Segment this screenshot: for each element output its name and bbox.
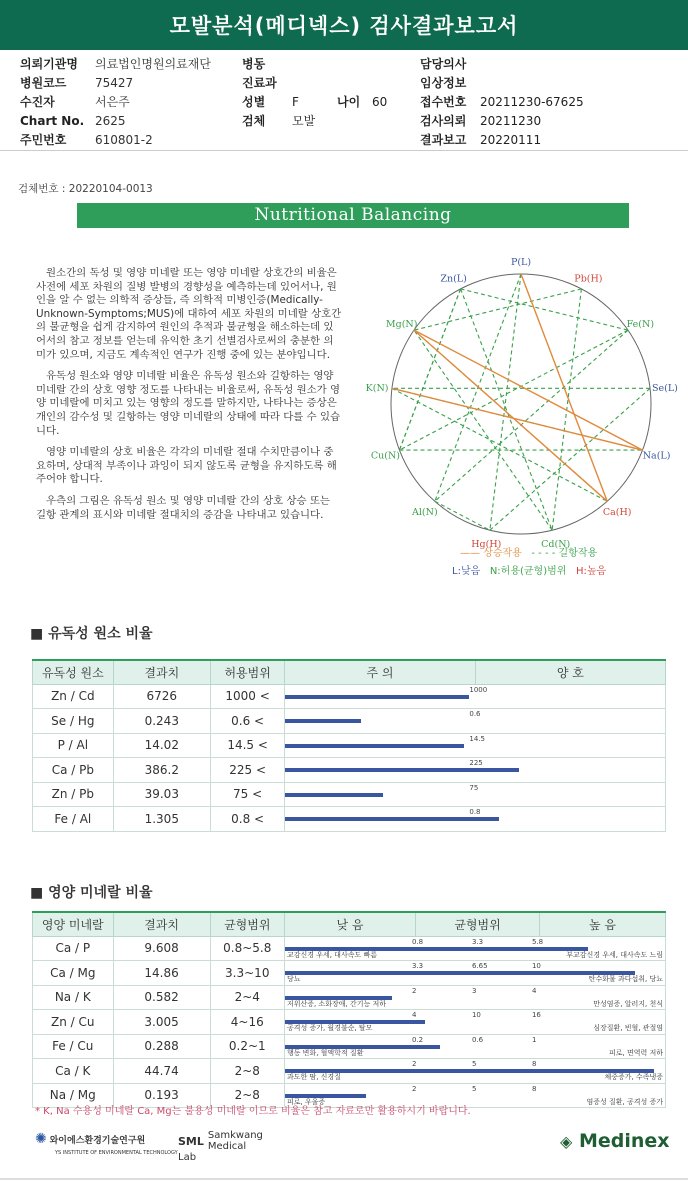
ratio-bar	[285, 1045, 440, 1049]
threshold-tick: 1000	[469, 685, 488, 694]
header-row	[33, 660, 666, 684]
info-value: 75427	[95, 75, 134, 90]
wheel-legend-lines	[460, 544, 597, 559]
info-label: 의뢰기관명	[20, 57, 78, 71]
wheel-label: Pb(H)	[574, 273, 603, 285]
cell-name: Se / Hg	[33, 709, 114, 734]
column-header: 유독성 원소	[33, 660, 114, 684]
threshold-tick: 0.8	[469, 808, 481, 816]
table-row	[33, 1034, 666, 1059]
table-row	[33, 936, 666, 961]
table-row	[33, 961, 666, 986]
wheel-label: Al(N)	[412, 507, 438, 519]
info-value: 서은주	[95, 95, 130, 109]
range-tick: 8	[531, 1060, 537, 1068]
info-label: 주민번호	[20, 133, 67, 147]
cell-range: 4~16	[210, 1010, 284, 1035]
description-paragraph: 원소간의 독성 및 영양 미네랄 또는 영양 미네랄 상호간의 비율은 사전에 세포 차원의 질병 발병의 경향성을 예측하는데 있어서나, 원인을 알 수 없는 의학적 증상들, 즉 의학적 미병인증(Medically-Unknown-Symptoms;MUS)에 대하여 세포 차원의 미네랄 상호간의 불균형을 쉽게 감지하여 원인의 추적과 불균형을 해소하는데 있어서의 참고 정보를 얻는데 유익한 초기 선별검사로써의 충분한 의미가 있으며, 지금도 계속적인 연구가 진행 중에 있는 분야입니다.	[36, 267, 342, 361]
wheel-label: Hg(H)	[471, 538, 502, 550]
range-tick: 0.8	[411, 937, 424, 946]
bar-cell	[284, 1059, 665, 1084]
footnote: * K, Na 수용성 미네랄 Ca, Mg는 불용성 미네랄 이므로 비율은 참고 자료로만 활용하시기 바랍니다.	[35, 1106, 471, 1117]
info-value: 20211230	[480, 113, 542, 128]
description-paragraph: 유독성 원소와 영양 미네랄 비율은 유독성 원소와 길항하는 영양 미네랄 간의 상호 영향 정도를 나타내는 비율로써, 유독성 원소가 영양 미네랄에 미치고 있는 영향의 정도를 말하지만, 나타나는 증상은 개인의 감수성 및 길항하는 영양 미네랄의 상태에 따라 다를 수 있습니다.	[36, 370, 341, 437]
low-note: 저위산증, 소화장애, 간기능 저하	[286, 999, 386, 1008]
wheel-label: Zn(L)	[440, 273, 467, 285]
info-row	[20, 92, 670, 111]
column-header: 균형범위	[416, 912, 540, 936]
cell-range: 2~8	[210, 1059, 284, 1084]
bar-cell	[285, 758, 666, 783]
range-tick: 1	[531, 1035, 537, 1044]
info-row	[20, 54, 670, 73]
table-row	[33, 985, 666, 1010]
high-note: 탄수화물 과다섭취, 당뇨	[588, 975, 663, 983]
wheel-label: P(L)	[510, 257, 532, 268]
info-value: F	[292, 94, 299, 109]
cell-name: Ca / K	[33, 1059, 114, 1084]
column-header: 허용범위	[210, 660, 284, 684]
toxic-section-title: ■ 유독성 원소 비율	[30, 626, 153, 642]
ratio-bar	[285, 768, 519, 772]
range-tick: 3	[471, 986, 477, 995]
range-tick: 3.3	[471, 937, 484, 946]
low-note: 교감신경 우세, 대사속도 빠름	[286, 950, 377, 959]
cell-name: Fe / Cu	[33, 1034, 114, 1059]
cell-value: 9.608	[113, 936, 210, 961]
range-tick: 3.3	[411, 962, 424, 970]
column-header: 영양 미네랄	[33, 912, 114, 936]
cell-value: 0.288	[113, 1034, 210, 1059]
bar-cell	[285, 733, 666, 758]
range-tick: 4	[411, 1011, 417, 1019]
cell-value: 6726	[113, 684, 210, 709]
column-header: 결과치	[113, 912, 210, 936]
range-tick: 10	[531, 962, 541, 970]
range-tick: 2	[411, 986, 417, 995]
description	[36, 267, 342, 530]
high-note: 피로, 면역력 저하	[608, 1048, 663, 1057]
range-tick: 0.2	[411, 1035, 424, 1044]
info-label: 접수번호	[420, 95, 467, 109]
cell-value: 0.582	[113, 985, 210, 1010]
info-label: 병원코드	[20, 76, 67, 90]
threshold-tick: 225	[469, 759, 483, 767]
range-tick: 2	[411, 1060, 417, 1068]
column-header: 균형범위	[210, 912, 284, 936]
table-row	[33, 758, 666, 783]
ys-logo	[35, 1131, 178, 1157]
info-row	[20, 111, 670, 130]
info-label: 성별	[242, 95, 266, 109]
toxic-table	[32, 659, 666, 832]
synergy-line	[392, 388, 643, 450]
cell-range: 0.6 <	[210, 709, 284, 734]
cell-name: Na / K	[33, 985, 114, 1010]
cell-value: 3.005	[113, 1010, 210, 1035]
info-value: 60	[372, 94, 388, 109]
description-paragraph: 우측의 그림은 유독성 원소 및 영양 미네랄 간의 상호 상승 또는 길항 관계의 표시와 미네랄 절대치의 증감을 나타내고 있습니다.	[36, 494, 330, 521]
info-label: 수진자	[20, 95, 55, 109]
table-row	[33, 684, 666, 709]
cell-value: 44.74	[113, 1059, 210, 1084]
wheel-label: K(N)	[365, 382, 389, 394]
medinex-emblem-icon: ◈	[560, 1132, 573, 1151]
info-label: Chart No.	[20, 113, 85, 128]
cell-value: 386.2	[113, 758, 210, 783]
table-row	[33, 1059, 666, 1084]
wheel-label: Na(L)	[642, 450, 671, 462]
wheel-label: Cd(N)	[541, 538, 571, 550]
table-row	[33, 709, 666, 734]
ratio-bar	[285, 971, 636, 975]
bar-cell	[284, 1034, 665, 1059]
antagonism-line	[414, 289, 581, 330]
nutri-table	[32, 911, 666, 1108]
info-value: 610801-2	[95, 132, 153, 147]
legend-synergy-line: ——	[460, 548, 480, 559]
legend-low: L:낮음	[452, 566, 481, 577]
info-value: 20220111	[480, 132, 542, 147]
info-value: 2625	[95, 113, 126, 128]
bar-cell	[284, 985, 665, 1010]
column-header: 낮 음	[284, 912, 415, 936]
threshold-tick: 75	[469, 783, 479, 792]
wheel-label: Mg(N)	[385, 318, 418, 330]
info-label: 결과보고	[420, 133, 467, 147]
cell-range: 2~4	[210, 985, 284, 1010]
cell-value: 39.03	[113, 782, 210, 807]
cell-range: 3.3~10	[210, 961, 284, 986]
legend-normal: N:허용(균형)범위	[489, 566, 567, 577]
cell-range: 225 <	[210, 758, 284, 783]
bar-cell	[285, 684, 666, 709]
range-tick: 5	[471, 1084, 477, 1093]
cell-range: 1000 <	[210, 684, 284, 709]
ratio-bar	[285, 793, 383, 797]
header-row	[33, 912, 666, 936]
info-label: 나이	[337, 95, 361, 109]
legend-antagonism-line: - - - -	[531, 548, 556, 559]
column-header: 높 음	[539, 912, 665, 936]
high-note: 체중증가, 수족냉증	[604, 1073, 663, 1081]
cell-name: Zn / Cu	[33, 1010, 114, 1035]
antagonism-line	[399, 289, 460, 450]
range-tick: 4	[531, 986, 537, 995]
table-row	[33, 782, 666, 807]
cell-range: 2~8	[210, 1083, 284, 1108]
samkwang-logo	[178, 1130, 263, 1163]
medinex-name: Medinex	[578, 1130, 670, 1152]
cell-name: P / Al	[33, 733, 114, 758]
ratio-bar	[285, 996, 392, 1000]
range-tick: 5.8	[531, 937, 544, 946]
cell-range: 75 <	[210, 782, 284, 807]
info-label: 임상정보	[420, 76, 467, 90]
ratio-bar	[285, 1069, 654, 1073]
cell-range: 0.2~1	[210, 1034, 284, 1059]
range-tick: 6.65	[471, 962, 488, 970]
range-tick: 5	[471, 1060, 477, 1068]
samkwang-sub: Medical Lab	[178, 1141, 247, 1163]
cell-name: Ca / P	[33, 936, 114, 961]
medinex-logo	[560, 1130, 670, 1152]
bar-cell	[284, 961, 665, 986]
info-label: 담당의사	[420, 57, 467, 71]
cell-value: 1.305	[113, 807, 210, 832]
cell-name: Na / Mg	[33, 1083, 114, 1108]
info-label: 검사의뢰	[420, 114, 467, 128]
range-tick: 8	[531, 1084, 537, 1093]
nutritional-balancing-banner: Nutritional Balancing	[77, 203, 629, 228]
divider	[0, 150, 688, 151]
bar-cell	[284, 1010, 665, 1035]
ratio-bar	[285, 947, 588, 951]
cell-range: 0.8~5.8	[210, 936, 284, 961]
antagonism-line	[435, 501, 490, 530]
cell-value: 14.86	[113, 961, 210, 986]
wheel-label: Cu(N)	[370, 450, 400, 462]
cell-name: Zn / Pb	[33, 782, 114, 807]
info-value: 모발	[292, 114, 316, 128]
cell-name: Zn / Cd	[33, 684, 114, 709]
ratio-bar	[285, 1094, 366, 1098]
range-tick: 0.6	[471, 1035, 484, 1044]
high-note: 만성염증, 알러지, 천식	[593, 999, 663, 1008]
wheel-label: Ca(H)	[602, 507, 632, 519]
high-note: 심장질환, 빈혈, 관절염	[593, 1024, 663, 1032]
cell-name: Ca / Pb	[33, 758, 114, 783]
range-tick: 16	[531, 1011, 541, 1019]
high-note: 염증성 질환, 공격성 증가	[586, 1097, 663, 1106]
bar-cell	[285, 709, 666, 734]
synergy-line	[521, 274, 607, 501]
samkwang-name: Samkwang	[207, 1130, 263, 1141]
low-note: 공격성 증가, 월경불순, 탈모	[286, 1024, 373, 1032]
table-row	[33, 807, 666, 832]
mineral-wheel	[365, 257, 678, 592]
low-note: 피로, 우울증	[286, 1097, 326, 1106]
ratio-bar	[285, 744, 463, 748]
specimen-number: 검체번호 : 20220104-0013	[18, 183, 153, 195]
table-row	[33, 733, 666, 758]
antagonism-line	[461, 289, 628, 330]
ratio-bar	[285, 817, 498, 821]
low-note: 과도한 땀, 신경질	[286, 1073, 341, 1081]
threshold-tick: 14.5	[469, 734, 485, 743]
cell-name: Fe / Al	[33, 807, 114, 832]
ys-logo-text: 와이에스환경기술연구원	[49, 1136, 146, 1146]
info-value: 20211230-67625	[480, 94, 584, 109]
info-label: 진료과	[242, 76, 277, 90]
wheel-label: Fe(N)	[626, 318, 655, 330]
info-row	[20, 73, 670, 92]
description-paragraph: 영양 미네랄의 상호 비율은 각각의 미네랄 절대 수치만큼이나 중요하며, 상대적 부족이나 과잉이 되지 않도록 균형을 유지하도록 해주어야 합니다.	[36, 446, 337, 486]
bar-cell	[285, 807, 666, 832]
info-label: 병동	[242, 57, 266, 71]
low-note: 행동 변화, 혈액학적 질환	[286, 1048, 364, 1057]
bar-cell	[285, 782, 666, 807]
ys-emblem-icon: ✺	[35, 1131, 47, 1147]
ratio-bar	[285, 719, 360, 723]
high-note: 부교감신경 우세, 대사속도 느림	[566, 950, 663, 959]
ys-logo-subtext: YS INSTITUTE OF ENVIRONMENTAL TECHNOLOGY	[55, 1150, 178, 1156]
range-tick: 2	[411, 1084, 417, 1093]
legend-antagonism: 길항작용	[558, 548, 598, 559]
info-label: 검체	[242, 114, 266, 128]
cell-range: 0.8 <	[210, 807, 284, 832]
column-header: 주 의	[285, 660, 475, 684]
cell-value: 0.243	[113, 709, 210, 734]
cell-value: 14.02	[113, 733, 210, 758]
antagonism-line	[414, 330, 552, 530]
legend-synergy: 상승작용	[483, 548, 522, 559]
info-value: 의료법인명원의료재단	[95, 57, 211, 71]
wheel-circle	[391, 274, 651, 534]
cell-value: 0.193	[113, 1083, 210, 1108]
wheel-label: Se(L)	[652, 382, 678, 394]
column-header: 결과치	[113, 660, 210, 684]
ratio-bar	[285, 1020, 425, 1024]
logos	[0, 1125, 688, 1165]
nutri-section-title: ■ 영양 미네랄 비율	[30, 885, 153, 901]
bottom-divider	[0, 1178, 688, 1180]
legend-high: H:높음	[575, 566, 607, 577]
cell-name: Ca / Mg	[33, 961, 114, 986]
sml-emblem: SML	[178, 1135, 204, 1148]
cell-range: 14.5 <	[210, 733, 284, 758]
wheel-legend-levels	[452, 562, 606, 577]
table-row	[33, 1010, 666, 1035]
info-row	[20, 130, 670, 149]
low-note: 당뇨	[286, 975, 301, 983]
range-tick: 10	[471, 1011, 481, 1019]
threshold-tick: 0.6	[469, 710, 481, 718]
bar-cell	[284, 936, 665, 961]
report-title: 모발분석(메디넥스) 검사결과보고서	[0, 0, 688, 50]
ratio-bar	[285, 695, 469, 699]
column-header: 양 호	[475, 660, 665, 684]
patient-info	[20, 54, 670, 149]
